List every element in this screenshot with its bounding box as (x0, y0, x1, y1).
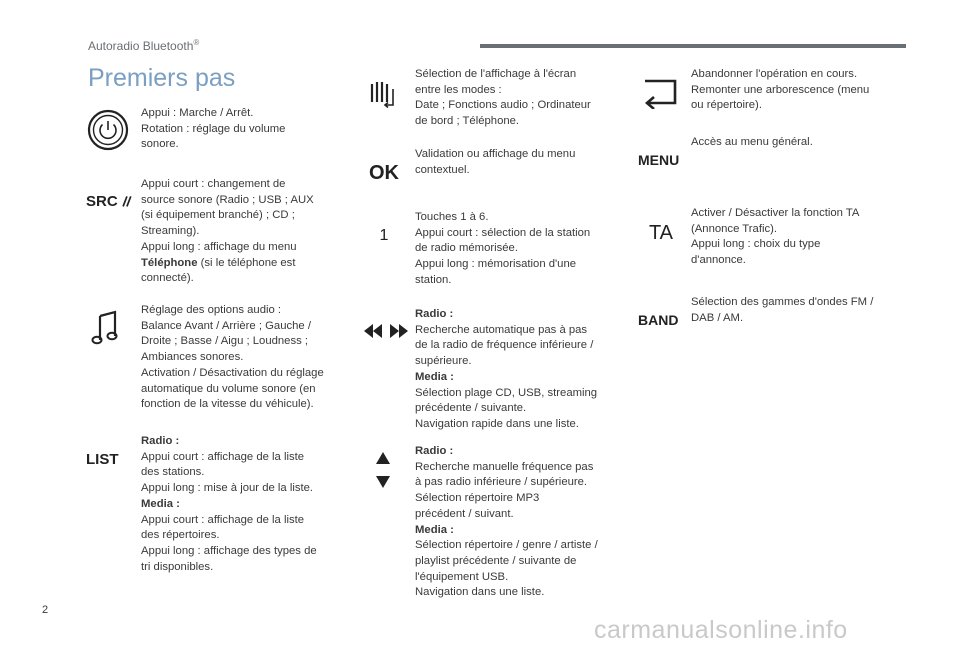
ta-icon-label: TA (648, 221, 674, 244)
ta-description: Activer / Désactiver la fonction TA (Annonce Trafic). Appui long : choix du type d'annonce. (691, 207, 860, 267)
list-icon-label: LIST (86, 450, 119, 468)
ok-icon (366, 160, 402, 186)
list-icon (86, 448, 130, 470)
power-icon (86, 108, 130, 152)
preset-1-icon (374, 225, 394, 247)
list-description: Radio : Appui court : affichage de la liste des stations. Appui long : mise à jour de la liste. Media : Appui court : affichage de la liste des répertoires. Appui long : affichage des types de tri disponibles. (141, 435, 317, 573)
watermark: carmanualsonline.info (594, 616, 848, 644)
preset-1-icon-label: 1 (379, 227, 389, 244)
music-note-icon (90, 310, 122, 346)
back-description: Abandonner l'opération en cours. Remonter une arborescence (menu ou répertoire). (691, 68, 870, 112)
ok-icon-label: OK (369, 161, 399, 184)
band-icon-label: BAND (638, 312, 679, 328)
band-icon (638, 310, 684, 330)
menu-icon-label: MENU (638, 152, 680, 168)
src-description: Appui court : changement de source sonore (Radio ; USB ; AUX (si équipement branché) ; CD ; Streaming). Appui long : affichage du menu Téléphone (si le téléphone est connecté). (141, 178, 314, 285)
header-label: Autoradio Bluetooth® (88, 38, 200, 53)
seek-description: Radio : Recherche automatique pas à pas de la radio de fréquence inférieure / supérieure. Media : Sélection plage CD, USB, streaming précédente / suivante. Navigation rapide dans une liste. (415, 308, 598, 430)
ta-icon (644, 220, 678, 246)
presets-description: Touches 1 à 6. Appui court : sélection de la station de radio mémorisée. Appui long : mémorisation d'une station. (415, 211, 591, 286)
page-number: 2 (42, 604, 49, 616)
band-description: Sélection des gammes d'ondes FM / DAB / AM. (691, 296, 874, 324)
display-mode-description: Sélection de l'affichage à l'écran entre les modes : Date ; Fonctions audio ; Ordinateur de bord ; Téléphone. (415, 68, 591, 128)
up-down-arrows-icon (374, 452, 392, 488)
seek-arrows-icon (364, 322, 408, 340)
header-rule (480, 44, 906, 48)
src-icon (86, 190, 132, 212)
audio-options-description: Réglage des options audio : Balance Avant / Arrière ; Gauche / Droite ; Basse / Aigu ; Loudness ; Ambiances sonores. Activation / Désactivation du réglage automatique du volume sonore (en fonction de la vitesse du véhicule). (141, 304, 324, 411)
up-down-description: Radio : Recherche manuelle fréquence pas à pas radio inférieure / supérieure. Sélection répertoire MP3 précédent / suivant. Media : Sélection répertoire / genre / artiste / playlist précédente / suivante de l'équipement USB. Navigation dans une liste. (415, 445, 598, 599)
page-title: Premiers pas (88, 64, 236, 92)
display-mode-icon (368, 78, 400, 110)
back-arrow-icon (640, 76, 680, 110)
power-description: Appui : Marche / Arrêt. Rotation : réglage du volume sonore. (141, 107, 286, 151)
src-icon-label: SRC (86, 192, 118, 210)
ok-description: Validation ou affichage du menu contextuel. (415, 148, 576, 176)
menu-description: Accès au menu général. (691, 136, 813, 148)
menu-icon (638, 150, 684, 170)
